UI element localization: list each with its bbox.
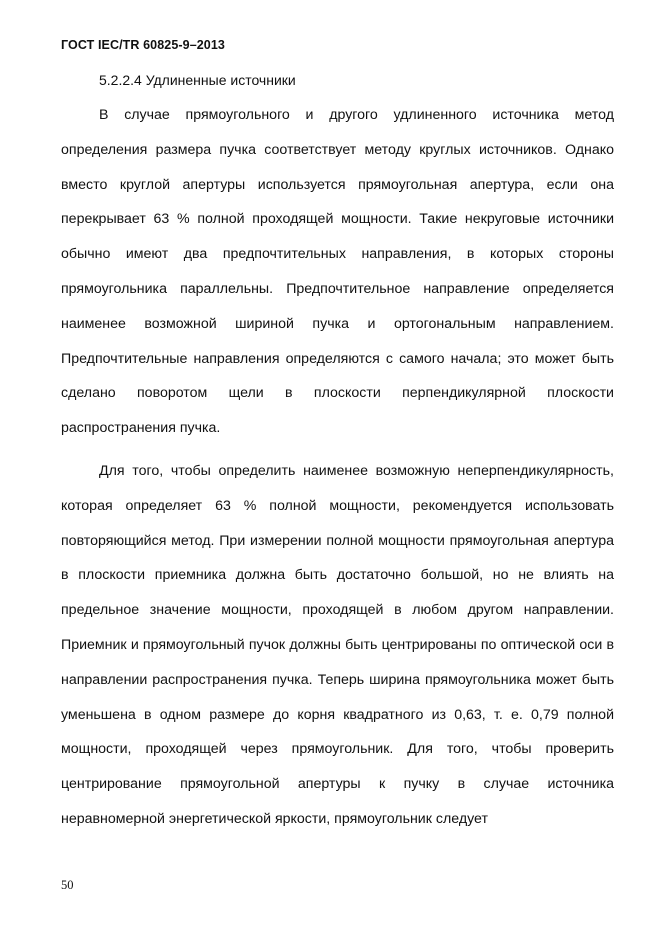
document-standard-code: ГОСТ IEC/TR 60825-9–2013 [61,38,225,52]
page-number: 50 [61,878,74,892]
section-title: 5.2.2.4 Удлиненные источники [99,72,296,88]
body-paragraph-2: Для того, чтобы определить наименее возможную неперпендикулярность, которая определяет 63 % полной мощности, рекомендуется использовать повторяющийся метод. При измерении полной мощности прямоугольная апертура в плоскости приемника должна быть достаточно большой, но не влиять на предельное значение мощности, проходящей в любом другом направлении. Приемник и прямоугольный пучок должны быть центрированы по оптической оси в направлении распространения пучка. Теперь ширина прямоугольника может быть уменьшена в одном размере до корня квадратного из 0,63, т. е. 0,79 полной мощности, проходящей через прямоугольник. Для того, чтобы проверить центрирование прямоугольной апертуры к пучку в случае источника неравномерной энергетической яркости, прямоугольник следует [61,463,614,827]
body-paragraph-1: В случае прямоугольного и другого удлиненного источника метод определения размера пучка соответствует методу круглых источников. Однако вместо круглой апертуры используется прямоугольная апертура, если она перекрывает 63 % полной проходящей мощности. Такие некруговые источники обычно имеют два предпочтительных направления, в которых стороны прямоугольника параллельны. Предпочтительное направление определяется наименее возможной шириной пучка и ортогональным направлением. Предпочтительные направления определяются с самого начала; это может быть сделано поворотом щели в плоскости перпендикулярной плоскости распространения пучка. [61,107,614,437]
